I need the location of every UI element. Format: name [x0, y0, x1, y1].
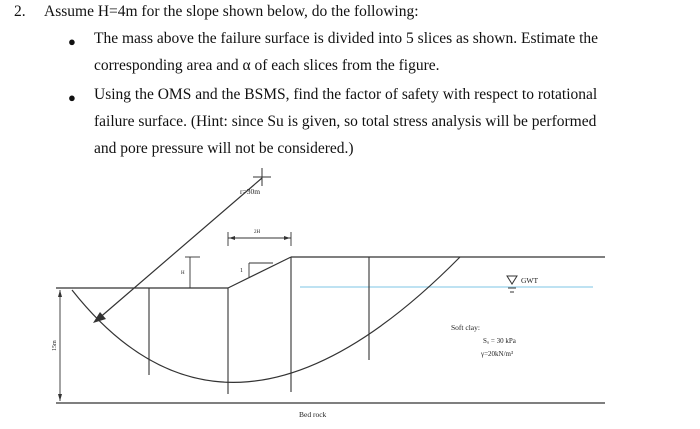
gwt-triangle-symbol — [507, 276, 517, 284]
bullet-2-line-2: failure surface. (Hint: since Su is given, so total stress analysis will be performed — [94, 113, 597, 130]
failure-surface-arc — [72, 257, 460, 382]
bullet-1-line-2: corresponding area and α of each slices from the figure. — [94, 57, 440, 74]
slope-face — [228, 257, 291, 288]
depth-dim-arrow-top — [58, 290, 62, 297]
soil-title: Soft clay: — [451, 323, 480, 332]
soil-unit-weight: γ=20kN/m³ — [481, 350, 514, 358]
width-dim-arrow-left — [229, 236, 235, 240]
width-label: 2H — [254, 230, 261, 235]
soil-undrained-strength: Sᵤ = 30 kPa — [483, 337, 516, 345]
height-label: H — [181, 271, 185, 276]
question-text: Assume H=4m for the slope shown below, do the following: — [44, 3, 419, 20]
radius-label: r=30m — [240, 187, 261, 196]
depth-label: 15m — [52, 340, 58, 351]
bullet-2-line-1: Using the OMS and the BSMS, find the factor of safety with respect to rotational — [94, 86, 598, 103]
radius-line — [97, 178, 262, 320]
bullet-2-line-3: and pore pressure will not be considered.) — [94, 140, 354, 157]
question-number: 2. — [14, 3, 26, 20]
depth-dim-arrow-bottom — [58, 394, 62, 401]
gwt-label: GWT — [521, 276, 539, 285]
width-dim-arrow-right — [284, 236, 290, 240]
bullet-1-marker: ● — [68, 34, 76, 49]
bullet-2-marker: ● — [68, 90, 76, 105]
slope-ratio-label: 1 — [240, 268, 243, 274]
bed-rock-label: Bed rock — [299, 410, 327, 419]
bullet-1-line-1: The mass above the failure surface is divided into 5 slices as shown. Estimate the — [94, 30, 599, 47]
